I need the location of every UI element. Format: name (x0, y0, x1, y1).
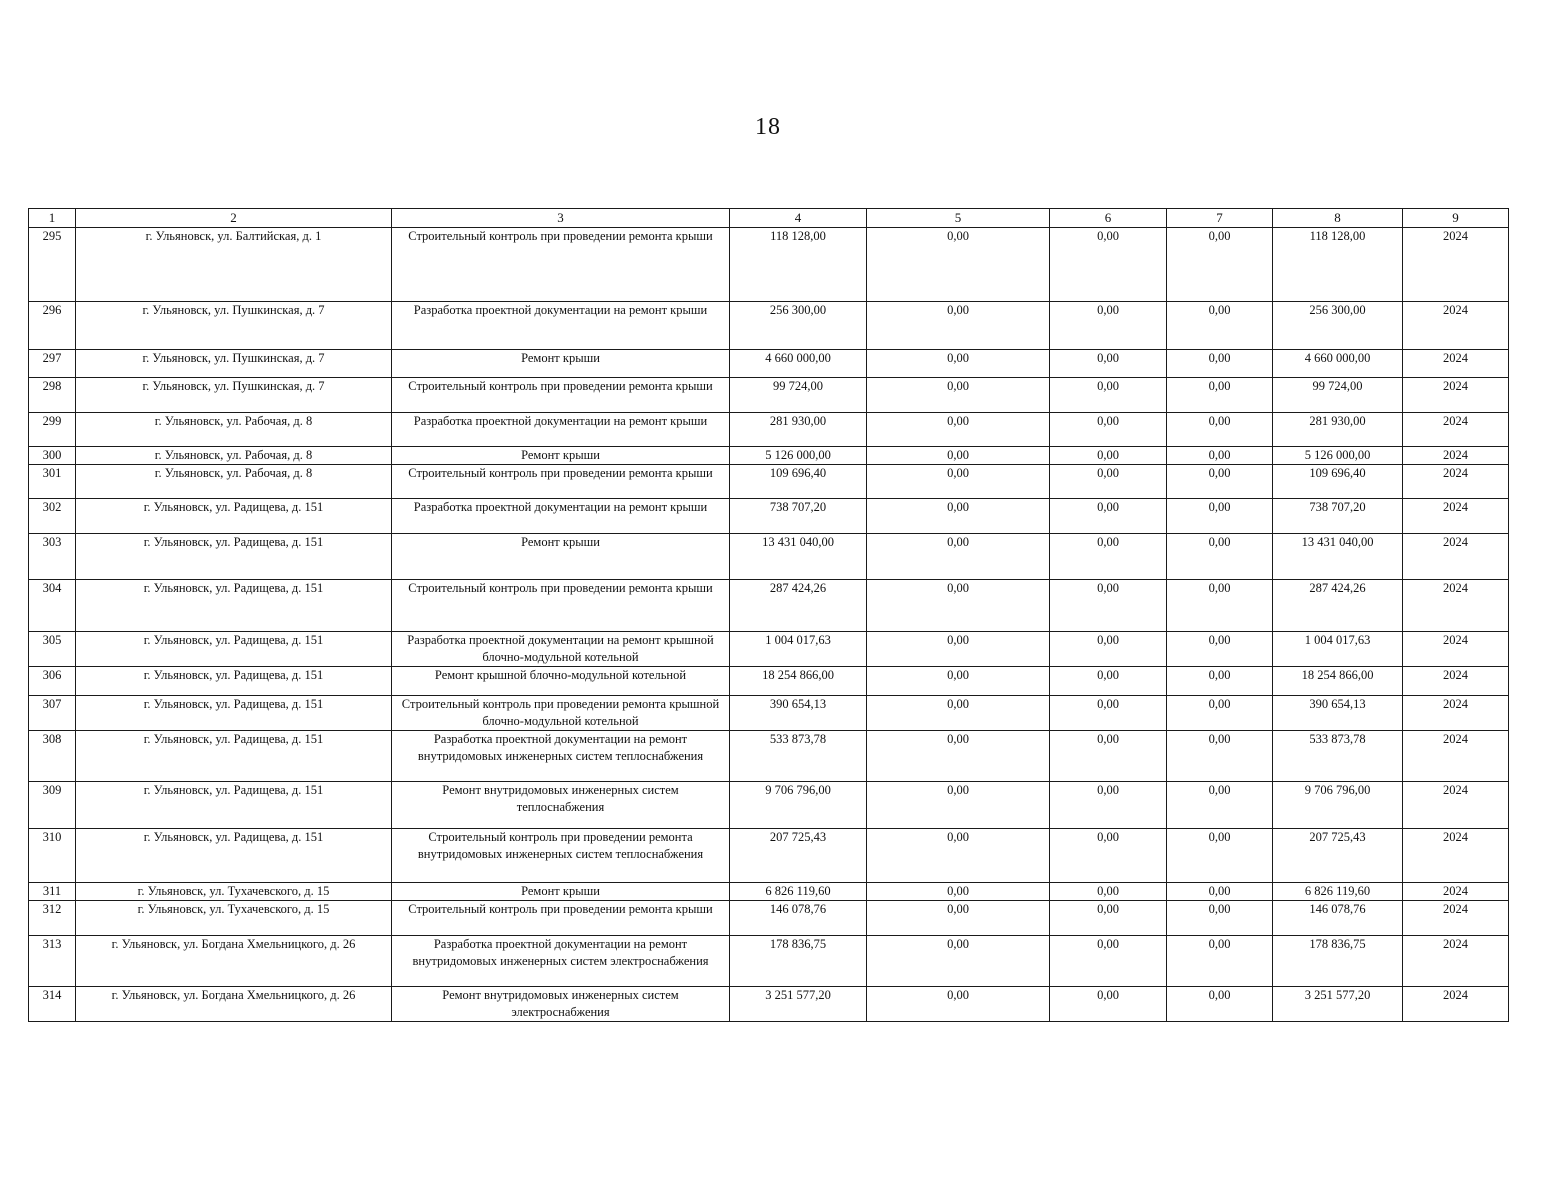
column-6-value: 0,00 (1050, 413, 1167, 447)
table-row (29, 696, 1509, 731)
table-row (29, 987, 1509, 1022)
row-number-cell: 300 (29, 447, 76, 465)
year-cell: 2024 (1403, 534, 1509, 580)
year-cell: 2024 (1403, 465, 1509, 499)
column-6-value: 0,00 (1050, 228, 1167, 302)
column-7-value: 0,00 (1167, 782, 1273, 829)
year-cell: 2024 (1403, 696, 1509, 731)
column-4-value: 118 128,00 (730, 228, 867, 302)
year-cell: 2024 (1403, 667, 1509, 696)
year-cell: 2024 (1403, 901, 1509, 936)
address-cell: г. Ульяновск, ул. Богдана Хмельницкого, д. 26 (76, 987, 392, 1022)
table-row (29, 936, 1509, 987)
column-4-value: 287 424,26 (730, 580, 867, 632)
row-number-cell: 302 (29, 499, 76, 534)
column-8-value: 3 251 577,20 (1273, 987, 1403, 1022)
column-5-value: 0,00 (867, 534, 1050, 580)
address-cell: г. Ульяновск, ул. Богдана Хмельницкого, д. 26 (76, 936, 392, 987)
work-type-cell: Ремонт крыши (392, 883, 730, 901)
work-type-cell: Разработка проектной документации на ремонт внутридомовых инженерных систем теплоснабжения (392, 731, 730, 782)
table-row (29, 632, 1509, 667)
work-type-cell: Ремонт крышной блочно-модульной котельной (392, 667, 730, 696)
work-type-cell: Разработка проектной документации на ремонт крыши (392, 499, 730, 534)
column-6-value: 0,00 (1050, 302, 1167, 350)
column-6-value: 0,00 (1050, 465, 1167, 499)
table-row (29, 302, 1509, 350)
work-type-cell: Разработка проектной документации на ремонт крыши (392, 302, 730, 350)
column-header: 9 (1403, 209, 1509, 228)
column-5-value: 0,00 (867, 667, 1050, 696)
address-cell: г. Ульяновск, ул. Балтийская, д. 1 (76, 228, 392, 302)
row-number-cell: 309 (29, 782, 76, 829)
table-row (29, 499, 1509, 534)
row-number-cell: 297 (29, 350, 76, 378)
work-type-cell: Ремонт внутридомовых инженерных систем электроснабжения (392, 987, 730, 1022)
column-5-value: 0,00 (867, 731, 1050, 782)
address-cell: г. Ульяновск, ул. Радищева, д. 151 (76, 731, 392, 782)
work-type-cell: Ремонт крыши (392, 350, 730, 378)
address-cell: г. Ульяновск, ул. Пушкинская, д. 7 (76, 302, 392, 350)
column-4-value: 5 126 000,00 (730, 447, 867, 465)
column-5-value: 0,00 (867, 378, 1050, 413)
column-4-value: 109 696,40 (730, 465, 867, 499)
address-cell: г. Ульяновск, ул. Тухачевского, д. 15 (76, 883, 392, 901)
address-cell: г. Ульяновск, ул. Рабочая, д. 8 (76, 465, 392, 499)
address-cell: г. Ульяновск, ул. Радищева, д. 151 (76, 534, 392, 580)
row-number-cell: 313 (29, 936, 76, 987)
row-number-cell: 301 (29, 465, 76, 499)
column-4-value: 4 660 000,00 (730, 350, 867, 378)
column-6-value: 0,00 (1050, 447, 1167, 465)
address-cell: г. Ульяновск, ул. Радищева, д. 151 (76, 829, 392, 883)
row-number-cell: 304 (29, 580, 76, 632)
column-6-value: 0,00 (1050, 580, 1167, 632)
column-4-value: 6 826 119,60 (730, 883, 867, 901)
column-8-value: 1 004 017,63 (1273, 632, 1403, 667)
column-7-value: 0,00 (1167, 901, 1273, 936)
column-header: 7 (1167, 209, 1273, 228)
column-4-value: 256 300,00 (730, 302, 867, 350)
row-number-cell: 305 (29, 632, 76, 667)
column-4-value: 390 654,13 (730, 696, 867, 731)
column-6-value: 0,00 (1050, 987, 1167, 1022)
table-row (29, 350, 1509, 378)
table-row (29, 465, 1509, 499)
column-8-value: 738 707,20 (1273, 499, 1403, 534)
table-row (29, 667, 1509, 696)
column-header: 1 (29, 209, 76, 228)
row-number-cell: 311 (29, 883, 76, 901)
column-header: 2 (76, 209, 392, 228)
work-type-cell: Ремонт внутридомовых инженерных систем теплоснабжения (392, 782, 730, 829)
row-number-cell: 312 (29, 901, 76, 936)
column-8-value: 533 873,78 (1273, 731, 1403, 782)
column-4-value: 207 725,43 (730, 829, 867, 883)
column-4-value: 533 873,78 (730, 731, 867, 782)
work-type-cell: Строительный контроль при проведении ремонта крыши (392, 378, 730, 413)
column-5-value: 0,00 (867, 465, 1050, 499)
column-8-value: 18 254 866,00 (1273, 667, 1403, 696)
column-5-value: 0,00 (867, 447, 1050, 465)
page-number: 18 (755, 114, 781, 140)
column-8-value: 6 826 119,60 (1273, 883, 1403, 901)
work-type-cell: Ремонт крыши (392, 534, 730, 580)
column-header: 4 (730, 209, 867, 228)
column-4-value: 99 724,00 (730, 378, 867, 413)
column-6-value: 0,00 (1050, 731, 1167, 782)
table-row (29, 413, 1509, 447)
table-row (29, 782, 1509, 829)
year-cell: 2024 (1403, 499, 1509, 534)
column-5-value: 0,00 (867, 302, 1050, 350)
address-cell: г. Ульяновск, ул. Пушкинская, д. 7 (76, 378, 392, 413)
column-8-value: 118 128,00 (1273, 228, 1403, 302)
row-number-cell: 306 (29, 667, 76, 696)
column-4-value: 3 251 577,20 (730, 987, 867, 1022)
column-6-value: 0,00 (1050, 350, 1167, 378)
column-8-value: 256 300,00 (1273, 302, 1403, 350)
column-5-value: 0,00 (867, 228, 1050, 302)
column-8-value: 109 696,40 (1273, 465, 1403, 499)
column-7-value: 0,00 (1167, 499, 1273, 534)
column-7-value: 0,00 (1167, 731, 1273, 782)
table-row (29, 829, 1509, 883)
column-6-value: 0,00 (1050, 696, 1167, 731)
column-6-value: 0,00 (1050, 883, 1167, 901)
year-cell: 2024 (1403, 829, 1509, 883)
address-cell: г. Ульяновск, ул. Радищева, д. 151 (76, 782, 392, 829)
table-row (29, 883, 1509, 901)
year-cell: 2024 (1403, 883, 1509, 901)
year-cell: 2024 (1403, 228, 1509, 302)
work-type-cell: Строительный контроль при проведении ремонта крыши (392, 228, 730, 302)
work-type-cell: Разработка проектной документации на ремонт крыши (392, 413, 730, 447)
column-7-value: 0,00 (1167, 936, 1273, 987)
column-4-value: 281 930,00 (730, 413, 867, 447)
year-cell: 2024 (1403, 413, 1509, 447)
column-6-value: 0,00 (1050, 901, 1167, 936)
column-8-value: 281 930,00 (1273, 413, 1403, 447)
column-7-value: 0,00 (1167, 883, 1273, 901)
work-type-cell: Строительный контроль при проведении ремонта внутридомовых инженерных систем теплоснабжения (392, 829, 730, 883)
work-type-cell: Строительный контроль при проведении ремонта крышной блочно-модульной котельной (392, 696, 730, 731)
column-6-value: 0,00 (1050, 632, 1167, 667)
year-cell: 2024 (1403, 987, 1509, 1022)
row-number-cell: 310 (29, 829, 76, 883)
year-cell: 2024 (1403, 447, 1509, 465)
column-5-value: 0,00 (867, 883, 1050, 901)
work-type-cell: Ремонт крыши (392, 447, 730, 465)
column-5-value: 0,00 (867, 580, 1050, 632)
address-cell: г. Ульяновск, ул. Радищева, д. 151 (76, 632, 392, 667)
row-number-cell: 296 (29, 302, 76, 350)
column-4-value: 1 004 017,63 (730, 632, 867, 667)
column-8-value: 4 660 000,00 (1273, 350, 1403, 378)
address-cell: г. Ульяновск, ул. Рабочая, д. 8 (76, 447, 392, 465)
column-6-value: 0,00 (1050, 534, 1167, 580)
row-number-cell: 295 (29, 228, 76, 302)
column-number-row (29, 209, 1509, 228)
column-8-value: 207 725,43 (1273, 829, 1403, 883)
column-5-value: 0,00 (867, 696, 1050, 731)
column-header: 3 (392, 209, 730, 228)
work-type-cell: Строительный контроль при проведении ремонта крыши (392, 580, 730, 632)
column-8-value: 390 654,13 (1273, 696, 1403, 731)
works-table (28, 208, 1509, 1022)
table-body (29, 228, 1509, 1022)
column-7-value: 0,00 (1167, 447, 1273, 465)
column-7-value: 0,00 (1167, 465, 1273, 499)
column-8-value: 178 836,75 (1273, 936, 1403, 987)
year-cell: 2024 (1403, 782, 1509, 829)
address-cell: г. Ульяновск, ул. Радищева, д. 151 (76, 696, 392, 731)
year-cell: 2024 (1403, 580, 1509, 632)
year-cell: 2024 (1403, 632, 1509, 667)
column-7-value: 0,00 (1167, 534, 1273, 580)
column-6-value: 0,00 (1050, 667, 1167, 696)
column-8-value: 13 431 040,00 (1273, 534, 1403, 580)
column-5-value: 0,00 (867, 936, 1050, 987)
column-6-value: 0,00 (1050, 829, 1167, 883)
table-row (29, 378, 1509, 413)
work-type-cell: Разработка проектной документации на ремонт внутридомовых инженерных систем электроснабжения (392, 936, 730, 987)
column-7-value: 0,00 (1167, 632, 1273, 667)
year-cell: 2024 (1403, 302, 1509, 350)
column-8-value: 99 724,00 (1273, 378, 1403, 413)
column-7-value: 0,00 (1167, 829, 1273, 883)
column-4-value: 738 707,20 (730, 499, 867, 534)
year-cell: 2024 (1403, 936, 1509, 987)
column-8-value: 5 126 000,00 (1273, 447, 1403, 465)
column-6-value: 0,00 (1050, 499, 1167, 534)
address-cell: г. Ульяновск, ул. Пушкинская, д. 7 (76, 350, 392, 378)
address-cell: г. Ульяновск, ул. Рабочая, д. 8 (76, 413, 392, 447)
table-row (29, 901, 1509, 936)
column-5-value: 0,00 (867, 901, 1050, 936)
column-6-value: 0,00 (1050, 378, 1167, 413)
table-row (29, 534, 1509, 580)
column-7-value: 0,00 (1167, 228, 1273, 302)
table-row (29, 580, 1509, 632)
year-cell: 2024 (1403, 378, 1509, 413)
column-header: 5 (867, 209, 1050, 228)
column-5-value: 0,00 (867, 829, 1050, 883)
column-7-value: 0,00 (1167, 413, 1273, 447)
column-header: 8 (1273, 209, 1403, 228)
column-8-value: 146 078,76 (1273, 901, 1403, 936)
column-5-value: 0,00 (867, 350, 1050, 378)
row-number-cell: 299 (29, 413, 76, 447)
column-4-value: 178 836,75 (730, 936, 867, 987)
column-7-value: 0,00 (1167, 350, 1273, 378)
column-7-value: 0,00 (1167, 302, 1273, 350)
column-7-value: 0,00 (1167, 696, 1273, 731)
column-8-value: 287 424,26 (1273, 580, 1403, 632)
column-header: 6 (1050, 209, 1167, 228)
column-5-value: 0,00 (867, 987, 1050, 1022)
column-4-value: 13 431 040,00 (730, 534, 867, 580)
work-type-cell: Разработка проектной документации на ремонт крышной блочно-модульной котельной (392, 632, 730, 667)
row-number-cell: 307 (29, 696, 76, 731)
column-4-value: 9 706 796,00 (730, 782, 867, 829)
column-6-value: 0,00 (1050, 936, 1167, 987)
column-5-value: 0,00 (867, 632, 1050, 667)
table-row (29, 228, 1509, 302)
work-type-cell: Строительный контроль при проведении ремонта крыши (392, 465, 730, 499)
address-cell: г. Ульяновск, ул. Радищева, д. 151 (76, 499, 392, 534)
row-number-cell: 303 (29, 534, 76, 580)
work-type-cell: Строительный контроль при проведении ремонта крыши (392, 901, 730, 936)
year-cell: 2024 (1403, 350, 1509, 378)
column-5-value: 0,00 (867, 413, 1050, 447)
column-8-value: 9 706 796,00 (1273, 782, 1403, 829)
column-4-value: 18 254 866,00 (730, 667, 867, 696)
row-number-cell: 314 (29, 987, 76, 1022)
column-7-value: 0,00 (1167, 378, 1273, 413)
year-cell: 2024 (1403, 731, 1509, 782)
row-number-cell: 308 (29, 731, 76, 782)
column-7-value: 0,00 (1167, 580, 1273, 632)
address-cell: г. Ульяновск, ул. Радищева, д. 151 (76, 667, 392, 696)
column-4-value: 146 078,76 (730, 901, 867, 936)
column-7-value: 0,00 (1167, 667, 1273, 696)
address-cell: г. Ульяновск, ул. Радищева, д. 151 (76, 580, 392, 632)
column-6-value: 0,00 (1050, 782, 1167, 829)
table-row (29, 731, 1509, 782)
column-7-value: 0,00 (1167, 987, 1273, 1022)
table-row (29, 447, 1509, 465)
column-5-value: 0,00 (867, 782, 1050, 829)
column-5-value: 0,00 (867, 499, 1050, 534)
row-number-cell: 298 (29, 378, 76, 413)
address-cell: г. Ульяновск, ул. Тухачевского, д. 15 (76, 901, 392, 936)
